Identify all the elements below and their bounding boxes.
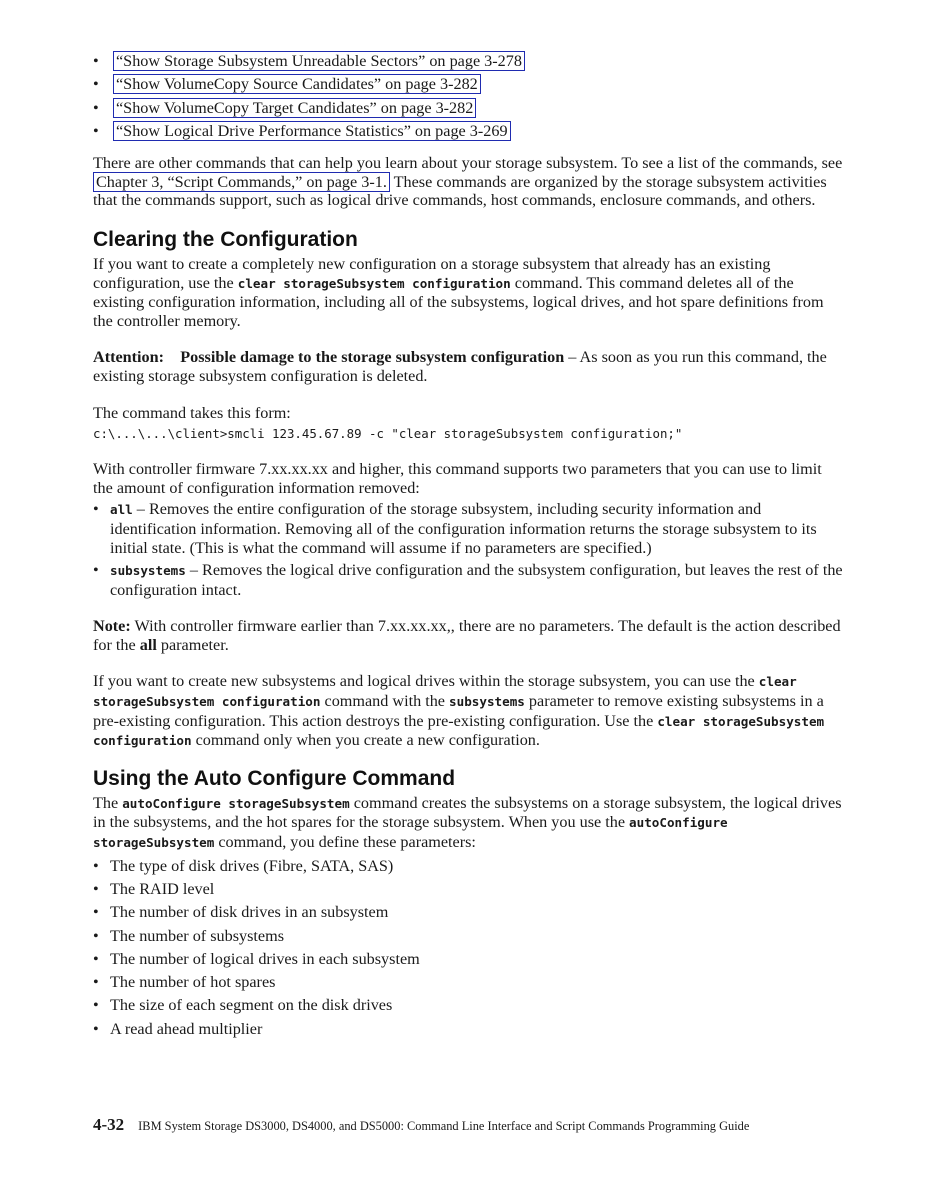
note-label: Note: (93, 617, 131, 636)
link-volumecopy-target[interactable]: “Show VolumeCopy Target Candidates” on page 3-282 (113, 98, 476, 118)
text: A read ahead multiplier (110, 1019, 263, 1038)
bullet: • (93, 52, 99, 70)
text: command. This command deletes all of the existing configuration information, including all of the subsystems, logical drives, and hot spare definitions from the controller memory. (93, 273, 824, 330)
text: The (93, 793, 123, 812)
list-item (93, 52, 843, 75)
note-paragraph (93, 617, 843, 654)
link-performance-statistics[interactable]: “Show Logical Drive Performance Statistics” on page 3-269 (113, 121, 511, 141)
text: – Removes the logical drive configuration and the subsystem configuration, but leaves the rest of the configuration intact. (110, 561, 843, 599)
parameters-list (93, 500, 843, 599)
bullet: • (93, 561, 99, 580)
list-item (93, 950, 843, 973)
list-item (93, 99, 843, 122)
bullet: • (93, 98, 99, 117)
document-page (93, 52, 843, 1043)
list-item (93, 927, 843, 950)
bullet: • (93, 1019, 99, 1038)
link-unreadable-sectors[interactable]: “Show Storage Subsystem Unreadable Sectors” on page 3-278 (113, 51, 525, 71)
list-item (93, 996, 843, 1019)
text: With controller firmware earlier than 7.xx.xx.xx,, there are no parameters. The default is the action described for the (93, 617, 841, 654)
text: – Removes the entire configuration of the storage subsystem, including security information and identification information. Removing all of the configuration information returns the storage subsystem to its initial state. (This is what the command will assume if no parameters are specified.) (110, 500, 817, 557)
bullet: • (93, 75, 99, 94)
text: parameter. (156, 635, 229, 654)
command-name: clear storageSubsystem configuration (93, 674, 797, 710)
text: parameter to remove existing subsystems in a pre-existing configuration. This action destroys the pre-existing configuration. Use the (93, 692, 824, 730)
attention-paragraph (93, 348, 843, 385)
text: command only when you create a new configuration. (191, 731, 540, 750)
intro-paragraph (93, 154, 843, 210)
bullet: • (93, 121, 99, 140)
page-footer (93, 1116, 853, 1135)
auto-configure-parameters-list (93, 857, 843, 1043)
text: The RAID level (110, 879, 215, 898)
bullet: • (93, 973, 99, 992)
form-intro: The command takes this form: (93, 403, 291, 422)
list-item (93, 880, 843, 903)
command-example: c:\...\...\client>smcli 123.45.67.89 -c "clear storageSubsystem configuration;" (93, 426, 683, 442)
page-number: 4-32 (93, 1115, 125, 1134)
bullet: • (93, 996, 99, 1015)
book-title: IBM System Storage DS3000, DS4000, and DS5000: Command Line Interface and Script Commands Programming Guide (138, 1119, 750, 1133)
link-volumecopy-source[interactable]: “Show VolumeCopy Source Candidates” on page 3-282 (113, 74, 481, 94)
list-item (93, 500, 843, 557)
related-links-list (93, 52, 843, 145)
parameter-name: subsystems (449, 694, 525, 710)
attention-title: Possible damage to the storage subsystem configuration (180, 348, 565, 367)
params-intro: With controller firmware 7.xx.xx.xx and higher, this command supports two parameters that you can use to limit the amount of configuration information removed: (93, 460, 822, 497)
parameter-name: subsystems (110, 563, 186, 579)
text: command, you define these parameters: (214, 833, 476, 852)
clearing-paragraph-1 (93, 255, 843, 330)
text: If you want to create a completely new configuration on a storage subsystem that already has an existing configuration, use the (93, 254, 771, 292)
text: command with the (320, 692, 450, 711)
clearing-paragraph-2 (93, 672, 843, 750)
section-heading-clearing: Clearing the Configuration (93, 227, 358, 251)
parameter-name: all (139, 635, 157, 654)
text: The size of each segment on the disk drives (110, 996, 393, 1015)
command-name: clear storageSubsystem configuration (237, 275, 511, 291)
list-item (93, 973, 843, 996)
text: The number of logical drives in each subsystem (110, 949, 420, 968)
bullet: • (93, 903, 99, 922)
list-item (93, 122, 843, 145)
bullet: • (93, 856, 99, 875)
text: The number of disk drives in an subsystem (110, 903, 389, 922)
text: There are other commands that can help you learn about your storage subsystem. To see a list of the commands, see (93, 154, 843, 173)
text: The type of disk drives (Fibre, SATA, SAS) (110, 856, 394, 875)
bullet: • (93, 949, 99, 968)
bullet: • (93, 500, 99, 519)
link-script-commands-chapter[interactable]: Chapter 3, “Script Commands,” on page 3-1. (93, 172, 390, 192)
text: The number of subsystems (110, 926, 284, 945)
command-name: autoConfigure storageSubsystem (93, 815, 728, 851)
list-item (93, 561, 843, 599)
text: – As soon as you run this command, the existing storage subsystem configuration is deleted. (93, 348, 827, 385)
text: command creates the subsystems on a storage subsystem, the logical drives in the subsystems, and the hot spares for the storage subsystem. When you use the (93, 793, 842, 832)
bullet: • (93, 926, 99, 945)
text: The number of hot spares (110, 973, 276, 992)
list-item (93, 75, 843, 98)
command-name: autoConfigure storageSubsystem (122, 795, 350, 811)
attention-label: Attention: (93, 348, 165, 367)
auto-configure-paragraph (93, 794, 843, 853)
section-heading-auto-configure: Using the Auto Configure Command (93, 766, 456, 790)
text: If you want to create new subsystems and logical drives within the storage subsystem, you can use the (93, 672, 759, 691)
text: These commands are organized by the storage subsystem activities that the commands support, such as logical drive commands, host commands, enclosure commands, and others. (93, 172, 827, 210)
parameter-name: all (110, 502, 133, 518)
list-item (93, 903, 843, 926)
list-item (93, 1020, 843, 1043)
list-item (93, 857, 843, 880)
bullet: • (93, 879, 99, 898)
command-name: clear storageSubsystem configuration (93, 713, 825, 749)
